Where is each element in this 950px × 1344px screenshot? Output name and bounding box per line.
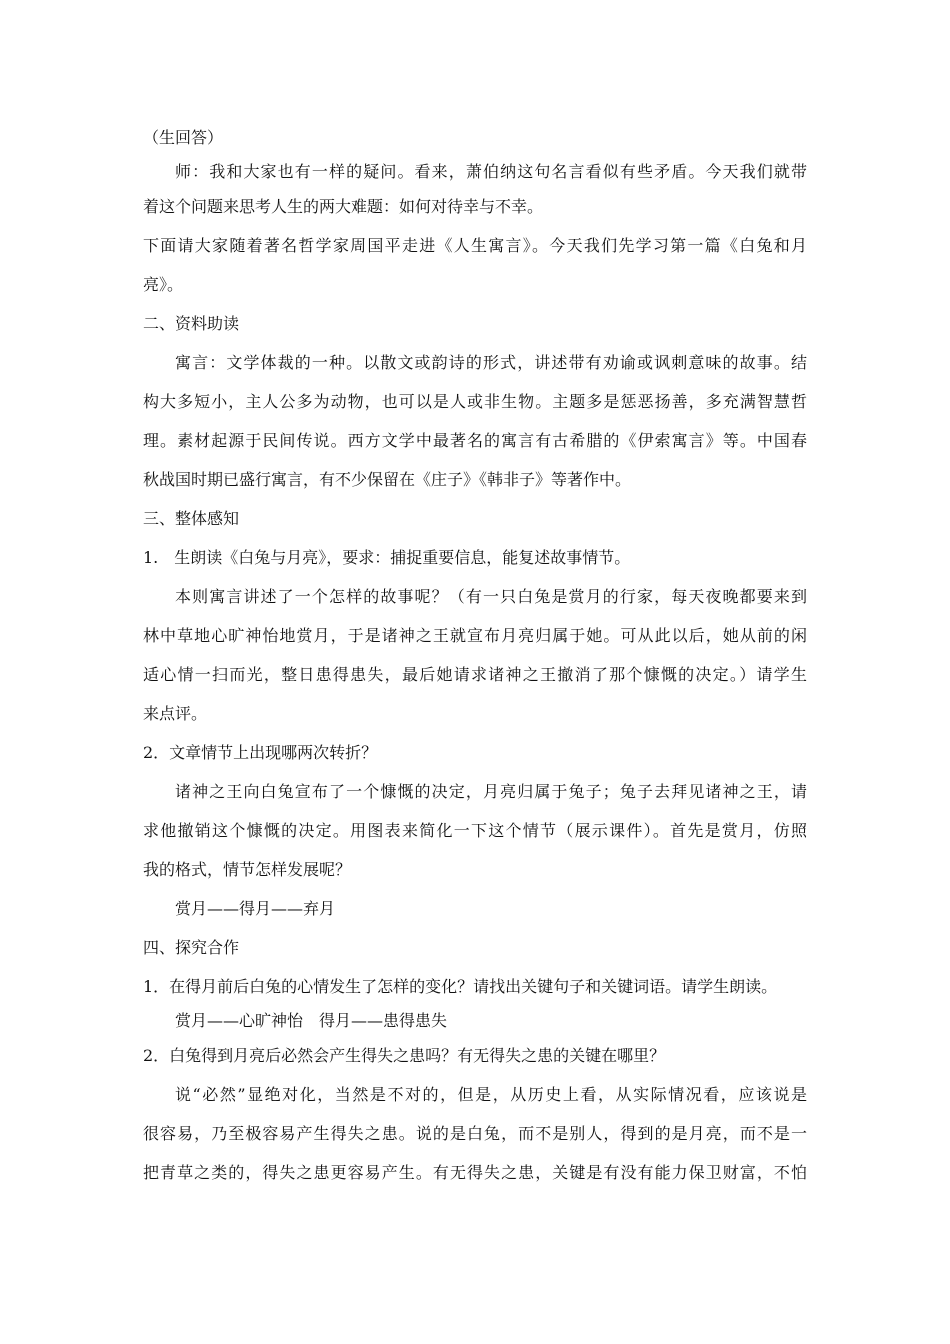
text-line-fable-def-4: 秋战国时期已盛行寓言，有不少保留在《庄子》《韩非子》等著作中。 [143, 470, 632, 489]
text-line-plot-2: 求他撤销这个慷慨的决定。用图表来简化一下这个情节（展示课件）。首先是赏月，仿照 [143, 821, 807, 840]
text-line-answer-2: 很容易，乃至极容易产生得失之患。说的是白兔，而不是别人，得到的是月亮，而不是一 [143, 1124, 807, 1143]
text-line-fable-def-1: 寓言：文学体裁的一种。以散文或韵诗的形式，讲述带有劝谕或讽刺意味的故事。结 [175, 353, 807, 372]
text-line-mood-summary: 赏月——心旷神怡 得月——患得患失 [175, 1011, 448, 1030]
text-line-student-answer: （生回答） [143, 128, 224, 147]
text-line-story-3: 适心情一扫而光，整日患得患失，最后她请求诸神之王撤消了那个慷慨的决定。）请学生 [143, 665, 807, 684]
document-page [143, 118, 807, 1192]
text-line-story-2: 林中草地心旷神怡地赏月，于是诸神之王就宣布月亮归属于她。可从此以后，她从前的闲 [143, 626, 807, 645]
text-line-teacher-2: 着这个问题来思考人生的两大难题：如何对待幸与不幸。 [143, 197, 544, 216]
text-line-teacher-1: 师：我和大家也有一样的疑问。看来，萧伯纳这句名言看似有些矛盾。今天我们就带 [175, 162, 807, 181]
text-line-story-4: 来点评。 [143, 704, 208, 723]
text-line-answer-1: 说“必然”显绝对化，当然是不对的，但是，从历史上看，从实际情况看，应该说是 [175, 1085, 807, 1104]
text-line-intro-2: 亮》。 [143, 275, 184, 294]
text-line-plot-summary: 赏月——得月——弃月 [175, 899, 336, 918]
text-line-story-1: 本则寓言讲述了一个怎样的故事呢？（有一只白兔是赏月的行家，每天夜晚都要来到 [175, 587, 807, 606]
text-line-question-1: 1．在得月前后白兔的心情发生了怎样的变化？请找出关键句子和关键词语。请学生朗读。 [143, 977, 778, 996]
text-line-intro-1: 下面请大家随着著名哲学家周国平走进《人生寓言》。今天我们先学习第一篇《白兔和月 [143, 236, 807, 255]
section-heading-reading-aid: 二、资料助读 [143, 314, 240, 333]
section-heading-inquiry: 四、探究合作 [143, 938, 240, 957]
text-line-fable-def-2: 构大多短小，主人公多为动物，也可以是人或非生物。主题多是惩恶扬善，多充满智慧哲 [143, 392, 807, 411]
section-heading-overall-perception: 三、整体感知 [143, 509, 240, 528]
text-line-task-2: 2．文章情节上出现哪两次转折？ [143, 743, 378, 762]
text-line-question-2: 2．白兔得到月亮后必然会产生得失之患吗？有无得失之患的关键在哪里？ [143, 1046, 666, 1065]
text-line-plot-3: 我的格式，情节怎样发展呢？ [143, 860, 352, 879]
text-line-task-1: 1. 生朗读《白兔与月亮》，要求：捕捉重要信息，能复述故事情节。 [143, 548, 631, 567]
text-line-answer-3: 把青草之类的，得失之患更容易产生。有无得失之患，关键是有没有能力保卫财富，不怕 [143, 1163, 807, 1182]
text-line-fable-def-3: 理。素材起源于民间传说。西方文学中最著名的寓言有古希腊的《伊索寓言》等。中国春 [143, 431, 807, 450]
text-line-plot-1: 诸神之王向白兔宣布了一个慷慨的决定，月亮归属于兔子；兔子去拜见诸神之王，请 [175, 782, 807, 801]
